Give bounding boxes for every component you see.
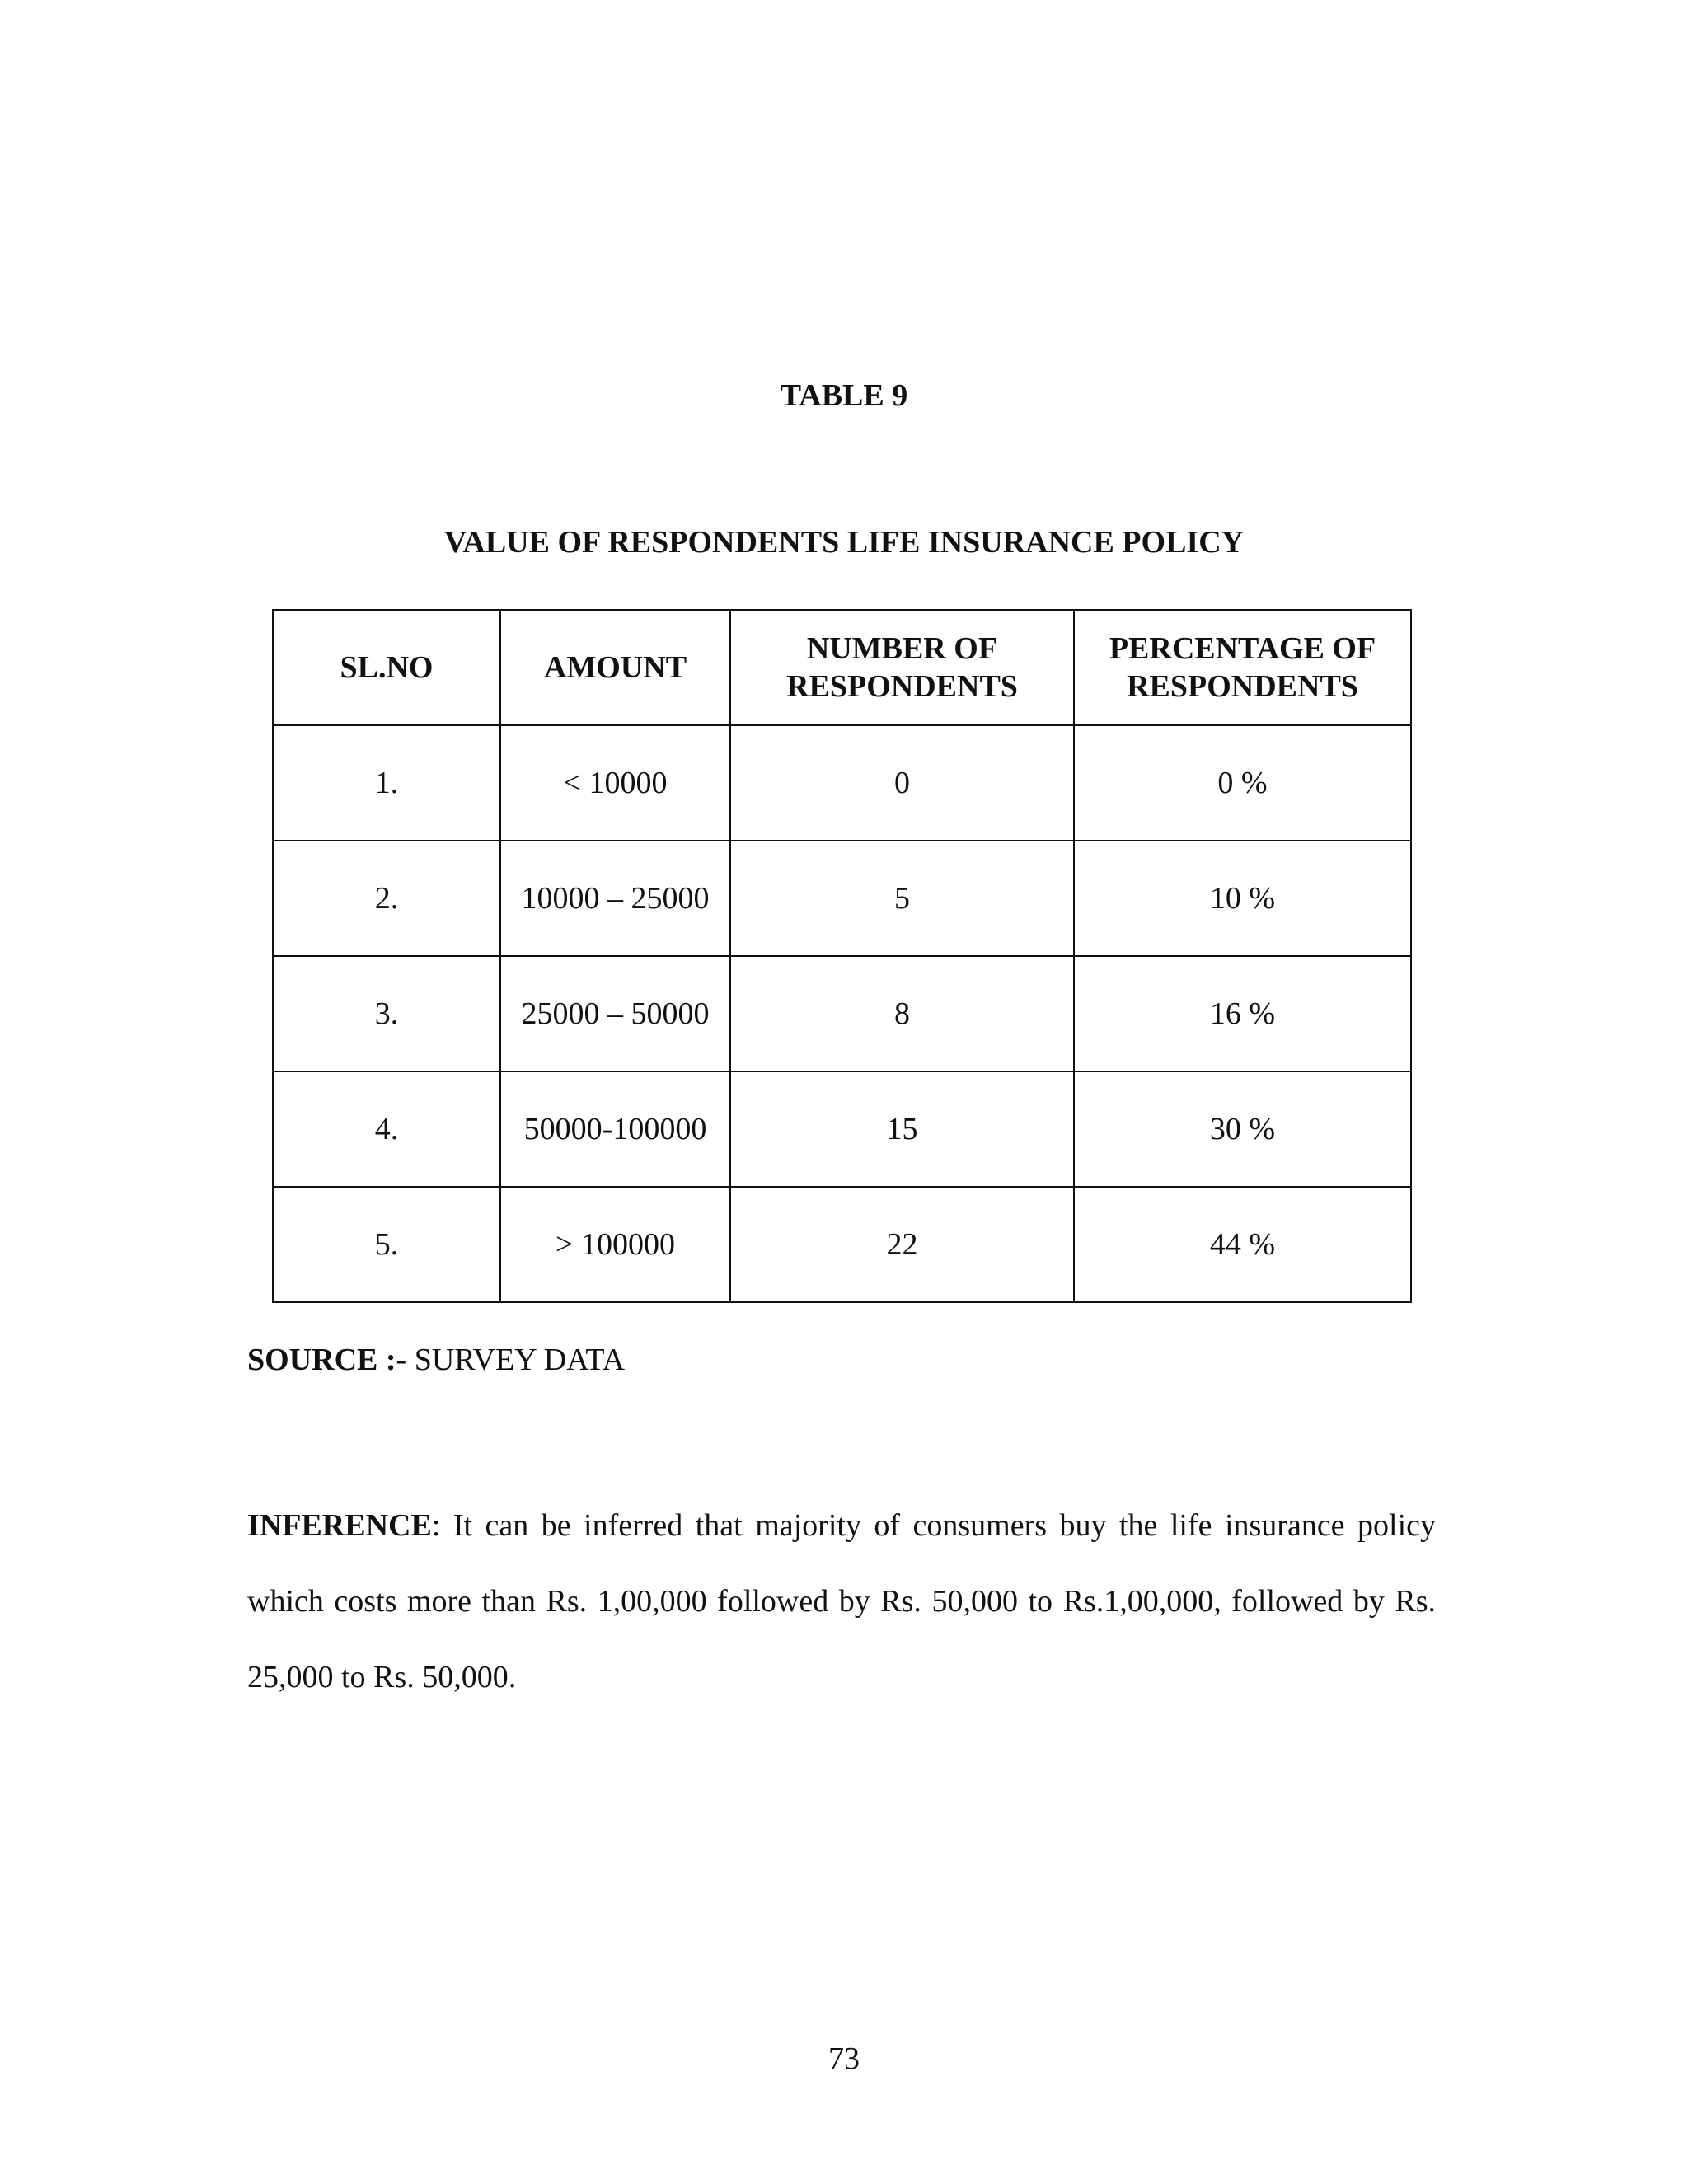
cell-number: 0 — [730, 725, 1074, 841]
cell-number: 15 — [730, 1071, 1074, 1187]
cell-sl-no: 2. — [273, 841, 500, 956]
table-header-row — [273, 610, 1411, 725]
inference-label: INFERENCE — [247, 1508, 432, 1543]
table-row — [273, 1071, 1411, 1187]
cell-amount: 50000-100000 — [500, 1071, 730, 1187]
cell-number: 8 — [730, 956, 1074, 1071]
cell-amount: > 100000 — [500, 1187, 730, 1302]
cell-sl-no: 5. — [273, 1187, 500, 1302]
cell-percentage: 30 % — [1074, 1071, 1411, 1187]
header-number-of-respondents: NUMBER OF RESPONDENTS — [730, 610, 1074, 725]
cell-percentage: 16 % — [1074, 956, 1411, 1071]
cell-amount: 10000 – 25000 — [500, 841, 730, 956]
inference-text: : It can be inferred that majority of consumers buy the life insurance policy which costs more than Rs. 1,00,000 followed by Rs. 50,000 to Rs.1,00,000, followed by Rs. 25,000 to Rs. 50,000. — [247, 1508, 1436, 1694]
table-row — [273, 725, 1411, 841]
inference-paragraph — [247, 1488, 1436, 1715]
table-title: VALUE OF RESPONDENTS LIFE INSURANCE POLICY — [443, 525, 1245, 560]
cell-percentage: 44 % — [1074, 1187, 1411, 1302]
source-label: SOURCE :- — [247, 1343, 407, 1377]
table-row — [273, 956, 1411, 1071]
cell-percentage: 0 % — [1074, 725, 1411, 841]
table-number: TABLE 9 — [780, 378, 908, 413]
cell-amount: < 10000 — [500, 725, 730, 841]
page-number: 73 — [828, 2041, 860, 2076]
source-note — [247, 1339, 625, 1380]
data-table — [272, 609, 1412, 1303]
header-amount: AMOUNT — [500, 610, 730, 725]
table-row — [273, 1187, 1411, 1302]
header-percentage-of-respondents: PERCENTAGE OF RESPONDENTS — [1074, 610, 1411, 725]
cell-percentage: 10 % — [1074, 841, 1411, 956]
table-row — [273, 841, 1411, 956]
cell-sl-no: 3. — [273, 956, 500, 1071]
cell-sl-no: 4. — [273, 1071, 500, 1187]
cell-number: 22 — [730, 1187, 1074, 1302]
header-sl-no: SL.NO — [273, 610, 500, 725]
source-text: SURVEY DATA — [406, 1343, 626, 1377]
cell-amount: 25000 – 50000 — [500, 956, 730, 1071]
cell-sl-no: 1. — [273, 725, 500, 841]
cell-number: 5 — [730, 841, 1074, 956]
